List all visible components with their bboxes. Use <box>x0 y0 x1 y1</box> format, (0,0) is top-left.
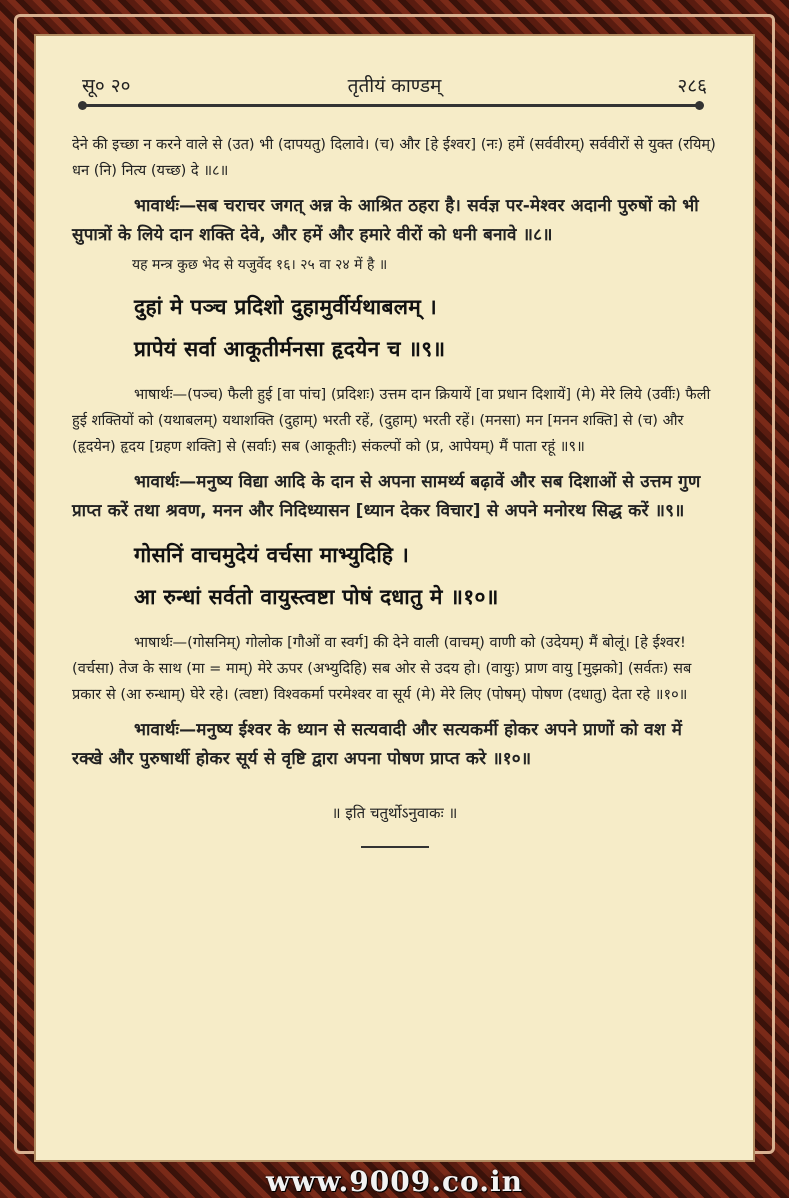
page-header <box>62 72 727 102</box>
rule-dot-right <box>695 101 704 110</box>
end-divider-wrap <box>72 826 717 850</box>
header-rule <box>82 104 700 107</box>
mantra-10-line-1: गोसनिं वाचमुदेयं वर्चसा माभ्युदिहि । <box>134 542 410 567</box>
mantra-10-line-2: आ रुन्धां सर्वतो वायुस्त्वष्टा पोषं दधातु मे ॥१०॥ <box>134 584 499 609</box>
translation-9: भाषार्थः—(पञ्च) फैली हुई [वा पांच] (प्रदिशः) उत्तम दान क्रियायें [वा प्रधान दिशायें] (मे) मेरे लिये (उर्वीः) फैली हुई शक्तियों को (यथाबलम्) यथाशक्ति (दुहाम्) भरती रहें, (दुहाम्) भरती रहें। (मनसा) मन [मनन शक्ति] से (च) और (हृदयेन) हृदय [ग्रहण शक्ति] से (सर्वाः) सब (आकूतीः) संकल्पों को (प्र, आपेयम्) मैं पाता रहूं ॥९॥ <box>72 386 711 455</box>
mantra-9-line-1: दुहां मे पञ्च प्रदिशो दुहामुर्वीर्यथाबलम् । <box>134 294 437 319</box>
rule-dot-left <box>78 101 87 110</box>
bhavartha-9: भावार्थः—मनुष्य विद्या आदि के दान से अपना सामर्थ्य बढ़ावें और सब दिशाओं से उत्तम गुण प्राप्त करें तथा श्रवण, मनन और निदिध्यासन [ध्यान देकर विचार] से अपने मनोरथ सिद्ध करें ॥९॥ <box>72 472 701 521</box>
kanda-title: तृतीयं काण्डम् <box>347 75 442 97</box>
end-divider <box>361 846 429 848</box>
website-watermark: www.9009.co.in <box>266 1165 523 1198</box>
book-page <box>34 34 755 1162</box>
reference-note: यह मन्त्र कुछ भेद से यजुर्वेद १६। २५ वा २४ में है ॥ <box>132 257 388 273</box>
mantra-9-line-2: प्रापेयं सर्वा आकूतीर्मनसा हृदयेन च ॥९॥ <box>134 336 446 361</box>
page-body <box>72 132 717 850</box>
translation-10: भाषार्थः—(गोसनिम्) गोलोक [गौओं वा स्वर्ग] की देने वाली (वाचम्) वाणी को (उदेयम्) मैं बोलूं। [हे ईश्वर! (वर्चसा) तेज के साथ (मा = माम्) मेरे ऊपर (अभ्युदिहि) सब ओर से उदय हो। (वायुः) प्राण वायु [मुझको] (सर्वतः) सब प्रकार से (आ रुन्धाम्) घेरे रहे। (त्वष्टा) विश्वकर्मा परमेश्वर वा सूर्य (मे) मेरे लिए (पोषम्) पोषण (दधातु) देता रहे ॥१०॥ <box>72 634 692 703</box>
page-number: २८६ <box>677 75 707 97</box>
anuvaka-end: ॥ इति चतुर्थोऽनुवाकः ॥ <box>331 804 458 822</box>
translation-8-end: देने की इच्छा न करने वाले से (उत) भी (दापयतु) दिलावे। (च) और [हे ईश्वर] (नः) हमें (सर्ववीरम्) सर्ववीरों से युक्त (रयिम्) धन (नि) नित्य (यच्छ) दे ॥८॥ <box>72 136 716 179</box>
bhavartha-8: भावार्थः—सब चराचर जगत् अन्न के आश्रित ठहरा है। सर्वज्ञ पर-मेश्वर अदानी पुरुषों को भी सुपात्रों के लिये दान शक्ति देवे, और हमें और हमारे वीरों को धनी बनावे ॥८॥ <box>72 196 699 245</box>
bhavartha-10: भावार्थः—मनुष्य ईश्वर के ध्यान से सत्यवादी और सत्यकर्मी होकर अपने प्राणों को वश में रक्खे और पुरुषार्थी होकर सूर्य से वृष्टि द्वारा अपना पोषण प्राप्त करे ॥१०॥ <box>72 720 683 769</box>
sukta-number: सू० २० <box>82 75 131 97</box>
